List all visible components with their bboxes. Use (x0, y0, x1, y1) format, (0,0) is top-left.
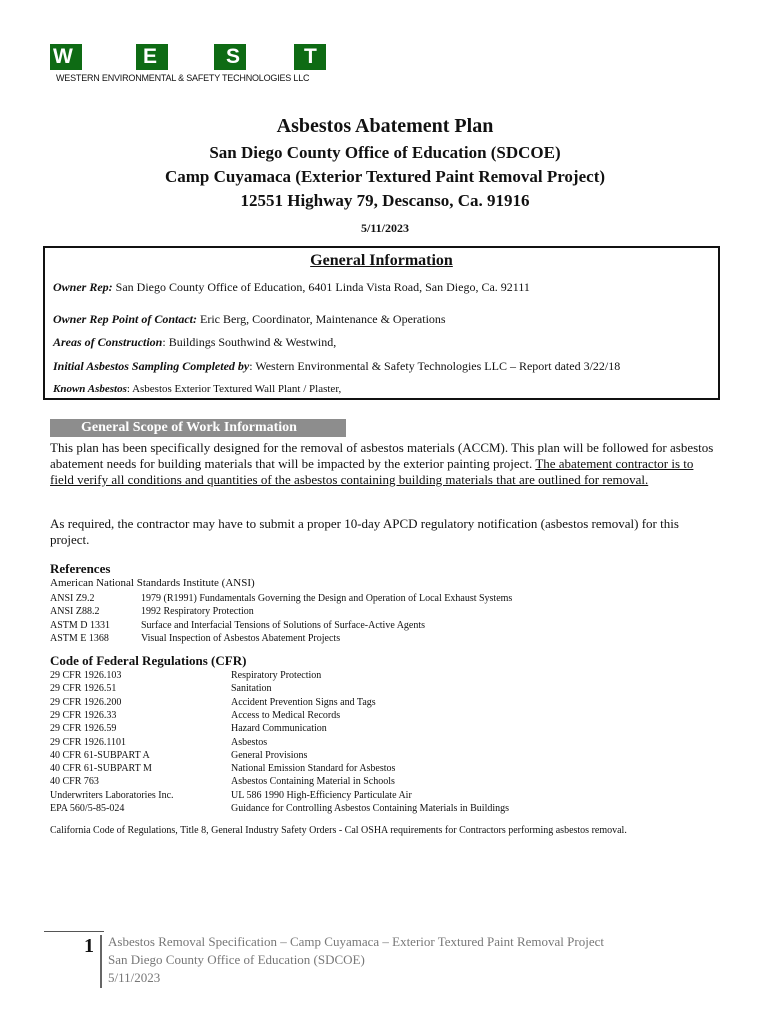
general-information-title: General Information (310, 252, 453, 269)
known-asbestos-row (53, 383, 341, 395)
logo-letter-e: E (143, 45, 158, 68)
cfr-code: 40 CFR 763 (50, 776, 99, 788)
initial-sampling-row (53, 359, 620, 374)
footer-line-1: Asbestos Removal Specification – Camp Cuyamaca – Exterior Textured Paint Removal Project (108, 934, 604, 949)
reference-code: ASTM D 1331 (50, 619, 111, 631)
cfr-description: Asbestos (231, 736, 268, 748)
cfr-description: National Emission Standard for Asbestos (231, 763, 396, 775)
reference-code: ANSI Z88.2 (50, 606, 100, 618)
footer-line-3: 5/11/2023 (108, 970, 161, 985)
scope-section-header: General Scope of Work Information (50, 419, 346, 437)
footer-divider (100, 935, 102, 988)
cfr-code: 40 CFR 61-SUBPART A (50, 749, 150, 761)
row-value: San Diego County Office of Education, 6401 Linda Vista Road, San Diego, Ca. 92111 (112, 280, 530, 294)
row-label: Owner Rep Point of Contact: (53, 312, 198, 326)
row-value: Eric Berg, Coordinator, Maintenance & Operations (197, 312, 446, 326)
cfr-code: 29 CFR 1926.103 (50, 670, 122, 681)
reference-description: Surface and Interfacial Tensions of Solutions of Surface-Active Agents (141, 619, 426, 631)
document-date: 5/11/2023 (360, 221, 409, 235)
row-value: : Western Environmental & Safety Technologies LLC – Report dated 3/22/18 (249, 359, 621, 373)
footer-rule (44, 931, 104, 932)
client-name: San Diego County Office of Education (SDCOE) (209, 143, 561, 162)
cfr-code: 29 CFR 1926.33 (50, 709, 117, 721)
project-name: Camp Cuyamaca (Exterior Textured Paint Removal Project) (164, 167, 606, 186)
reference-description: 1992 Respiratory Protection (141, 606, 254, 618)
owner-rep-row (53, 280, 530, 295)
row-value: : Asbestos Exterior Textured Wall Plant / Plaster, (126, 383, 342, 395)
cfr-code: Underwriters Laboratories Inc. (50, 789, 174, 801)
row-value: : Buildings Southwind & Westwind, (162, 335, 337, 349)
cfr-description: Respiratory Protection (231, 670, 322, 681)
cfr-code: 40 CFR 61-SUBPART M (50, 763, 152, 775)
cfr-description: Sanitation (231, 683, 272, 695)
scope-paragraph-1 (50, 440, 715, 488)
cfr-description: Guidance for Controlling Asbestos Containing Materials in Buildings (231, 803, 510, 814)
cfr-description: Hazard Communication (231, 723, 327, 735)
logo-letter-s: S (226, 45, 241, 68)
scope-underlined-text: The abatement contractor is to field verify all conditions and quantities of the asbestos containing building materials that are outlined for removal. (50, 456, 694, 487)
row-label: Owner Rep: (53, 280, 113, 294)
cfr-description: General Provisions (231, 749, 308, 761)
row-label: Initial Asbestos Sampling Completed by (53, 359, 250, 373)
document-title: Asbestos Abatement Plan (276, 115, 494, 137)
footer-line-2: San Diego County Office of Education (SDCOE) (108, 952, 365, 967)
ansi-org: American National Standards Institute (ANSI) (50, 577, 255, 589)
project-address: 12551 Highway 79, Descanso, Ca. 91916 (240, 191, 530, 210)
california-code: California Code of Regulations, Title 8, General Industry Safety Orders - Cal OSHA requirements for Contractors performing asbestos removal. (50, 825, 627, 836)
reference-description: 1979 (R1991) Fundamentals Governing the Design and Operation of Local Exhaust Systems (141, 593, 513, 604)
references-title: References (50, 561, 111, 576)
areas-of-construction-row (53, 335, 336, 350)
scope-text: This plan has been specifically designed for the removal of asbestos materials (ACCM). This plan will be followed for asbestos abatement needs for building materials that will be impacted by the exterior painting project. (50, 440, 714, 471)
cfr-title: Code of Federal Regulations (CFR) (50, 653, 247, 668)
reference-code: ANSI Z9.2 (50, 593, 95, 604)
cfr-code: 29 CFR 1926.59 (50, 723, 117, 735)
footer-text (108, 933, 604, 987)
row-label: Known Asbestos (53, 383, 127, 395)
cfr-code: 29 CFR 1926.51 (50, 683, 117, 695)
reference-description: Visual Inspection of Asbestos Abatement Projects (141, 632, 341, 644)
cfr-description: Asbestos Containing Material in Schools (231, 776, 395, 788)
logo-letter-t: T (304, 45, 317, 68)
cfr-code: 29 CFR 1926.200 (50, 696, 122, 708)
point-of-contact-row (53, 312, 446, 327)
cfr-code: 29 CFR 1926.1101 (50, 736, 127, 748)
company-name: WESTERN ENVIRONMENTAL & SAFETY TECHNOLOGIES LLC (56, 73, 310, 83)
page-number: 1 (84, 935, 94, 957)
cfr-description: Accident Prevention Signs and Tags (231, 696, 376, 708)
cfr-code: EPA 560/5-85-024 (50, 803, 125, 814)
reference-code: ASTM E 1368 (50, 632, 109, 644)
cfr-description: UL 586 1990 High-Efficiency Particulate Air (231, 789, 412, 801)
cfr-description: Access to Medical Records (231, 709, 341, 721)
general-information-box (43, 246, 720, 400)
scope-paragraph-2: As required, the contractor may have to submit a proper 10-day APCD regulatory notification (asbestos removal) for this project. (50, 516, 679, 547)
row-label: Areas of Construction (53, 335, 163, 349)
logo-letter-w: W (53, 45, 73, 68)
